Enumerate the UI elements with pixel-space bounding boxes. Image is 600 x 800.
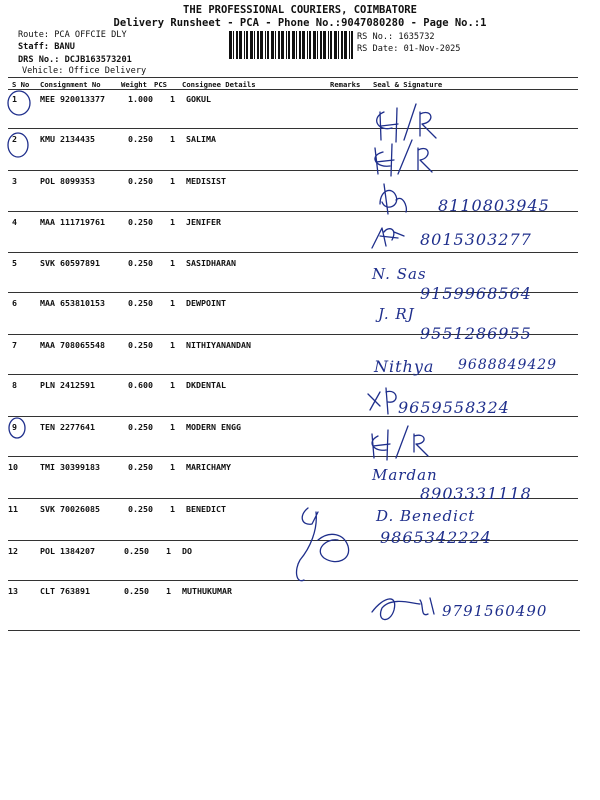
signature-row-3 xyxy=(380,184,406,214)
row-sno: 2 xyxy=(12,134,17,144)
row-weight: 1.000 xyxy=(128,94,153,104)
row-sno: 8 xyxy=(12,380,17,390)
column-header-consignee: Consignee Details xyxy=(182,80,256,89)
handwritten-name-10: Mardan xyxy=(372,466,438,484)
vehicle: Vehicle: Office Delivery xyxy=(22,66,147,76)
row-pcs: 1 xyxy=(170,94,175,104)
row-pcs: 1 xyxy=(170,134,175,144)
row-weight: 0.250 xyxy=(128,422,153,432)
row-pcs: 1 xyxy=(170,298,175,308)
row-weight: 0.250 xyxy=(128,462,153,472)
row-pcs: 1 xyxy=(170,176,175,186)
column-header-sno: S No xyxy=(12,80,30,89)
handwritten-name-5: N. Sas xyxy=(372,265,427,283)
row-consignment: MAA 708065548 xyxy=(40,340,105,350)
handwritten-name-7: Nithya xyxy=(374,357,435,376)
row-consignment: MAA 111719761 xyxy=(40,217,105,227)
row-sno: 6 xyxy=(12,298,17,308)
row-consignee: SASIDHARAN xyxy=(186,258,236,268)
row-pcs: 1 xyxy=(170,258,175,268)
row-consignee: DEWPOINT xyxy=(186,298,226,308)
row-consignment: PLN 2412591 xyxy=(40,380,95,390)
handwritten-name-6: J. RJ xyxy=(378,305,415,323)
row-pcs: 1 xyxy=(170,462,175,472)
row-consignment: MEE 920013377 xyxy=(40,94,105,104)
row-consignment: TEN 2277641 xyxy=(40,422,95,432)
handwritten-phone-11: 9865342224 xyxy=(380,528,492,547)
row-consignment: SVK 60597891 xyxy=(40,258,100,268)
handwritten-phone-6: 9551286955 xyxy=(420,324,532,343)
circle-mark-row-1 xyxy=(8,91,30,115)
row-sno: 12 xyxy=(8,546,18,556)
row-sno: 7 xyxy=(12,340,17,350)
row-consignee: JENIFER xyxy=(186,217,221,227)
row-consignment: TMI 30399183 xyxy=(40,462,100,472)
row-sno: 9 xyxy=(12,422,17,432)
row-weight: 0.250 xyxy=(128,298,153,308)
row-sno: 4 xyxy=(12,217,17,227)
row-weight: 0.250 xyxy=(128,134,153,144)
row-weight: 0.250 xyxy=(128,504,153,514)
row-pcs: 1 xyxy=(166,546,171,556)
handwritten-phone-13: 9791560490 xyxy=(442,602,548,620)
staff: Staff: BANU xyxy=(18,42,75,52)
signature-row-2 xyxy=(375,140,432,176)
row-consignee: BENEDICT xyxy=(186,504,226,514)
route: Route: PCA OFFCIE DLY xyxy=(18,30,127,40)
handwritten-phone-3: 8110803945 xyxy=(438,196,550,215)
row-weight: 0.250 xyxy=(128,176,153,186)
row-consignment: SVK 70026085 xyxy=(40,504,100,514)
row-consignee: MUTHUKUMAR xyxy=(182,586,232,596)
row-consignee: MODERN ENGG xyxy=(186,422,241,432)
handwritten-phone-4: 8015303277 xyxy=(420,230,532,249)
row-consignee: DKDENTAL xyxy=(186,380,226,390)
row-sno: 10 xyxy=(8,462,18,472)
row-consignee: NITHIYANANDAN xyxy=(186,340,251,350)
row-consignee: DO xyxy=(182,546,192,556)
row-weight: 0.600 xyxy=(128,380,153,390)
row-consignee: MARICHAMY xyxy=(186,462,231,472)
row-pcs: 1 xyxy=(170,217,175,227)
rs-date: RS Date: 01-Nov-2025 xyxy=(357,44,461,54)
signature-row-11-12 xyxy=(297,508,349,581)
row-consignee: SALIMA xyxy=(186,134,216,144)
row-consignment: MAA 653810153 xyxy=(40,298,105,308)
column-header-consignment: Consignment No xyxy=(40,80,101,89)
row-sno: 1 xyxy=(12,94,17,104)
handwritten-name-11: D. Benedict xyxy=(376,507,476,525)
handwritten-phone-5: 9159968564 xyxy=(420,284,532,303)
column-header-weight: Weight xyxy=(121,80,147,89)
column-header-pcs: PCS xyxy=(154,80,167,89)
signature-row-4 xyxy=(372,228,404,248)
row-sno: 13 xyxy=(8,586,18,596)
signature-row-1 xyxy=(377,104,436,142)
runsheet-subtitle: Delivery Runsheet - PCA - Phone No.:9047080280 - Page No.:1 xyxy=(113,17,487,29)
circle-mark-row-9 xyxy=(9,418,25,438)
column-header-remarks: Remarks xyxy=(330,80,361,89)
handwritten-phone-8: 9659558324 xyxy=(398,398,510,417)
row-weight: 0.250 xyxy=(124,586,149,596)
row-sno: 3 xyxy=(12,176,17,186)
row-pcs: 1 xyxy=(166,586,171,596)
row-consignment: POL 8099353 xyxy=(40,176,95,186)
handwritten-phone-10: 8903331118 xyxy=(420,484,532,503)
row-weight: 0.250 xyxy=(128,340,153,350)
row-consignee: GOKUL xyxy=(186,94,211,104)
handwritten-phone-7: 9688849429 xyxy=(458,357,558,373)
circle-mark-row-2 xyxy=(8,133,28,157)
row-weight: 0.250 xyxy=(124,546,149,556)
row-pcs: 1 xyxy=(170,422,175,432)
row-sno: 11 xyxy=(8,504,18,514)
row-weight: 0.250 xyxy=(128,217,153,227)
row-pcs: 1 xyxy=(170,340,175,350)
row-sno: 5 xyxy=(12,258,17,268)
row-pcs: 1 xyxy=(170,504,175,514)
row-weight: 0.250 xyxy=(128,258,153,268)
signature-row-13 xyxy=(372,598,434,620)
row-consignment: CLT 763891 xyxy=(40,586,90,596)
row-consignment: KMU 2134435 xyxy=(40,134,95,144)
row-consignee: MEDISIST xyxy=(186,176,226,186)
company-name: THE PROFESSIONAL COURIERS, COIMBATORE xyxy=(183,4,417,16)
signature-row-9 xyxy=(372,426,428,460)
row-pcs: 1 xyxy=(170,380,175,390)
drs-number: DRS No.: DCJB163573201 xyxy=(18,55,132,65)
column-header-seal: Seal & Signature xyxy=(373,80,443,89)
rs-number: RS No.: 1635732 xyxy=(357,32,435,42)
signature-row-8 xyxy=(368,388,396,414)
row-consignment: POL 1384207 xyxy=(40,546,95,556)
